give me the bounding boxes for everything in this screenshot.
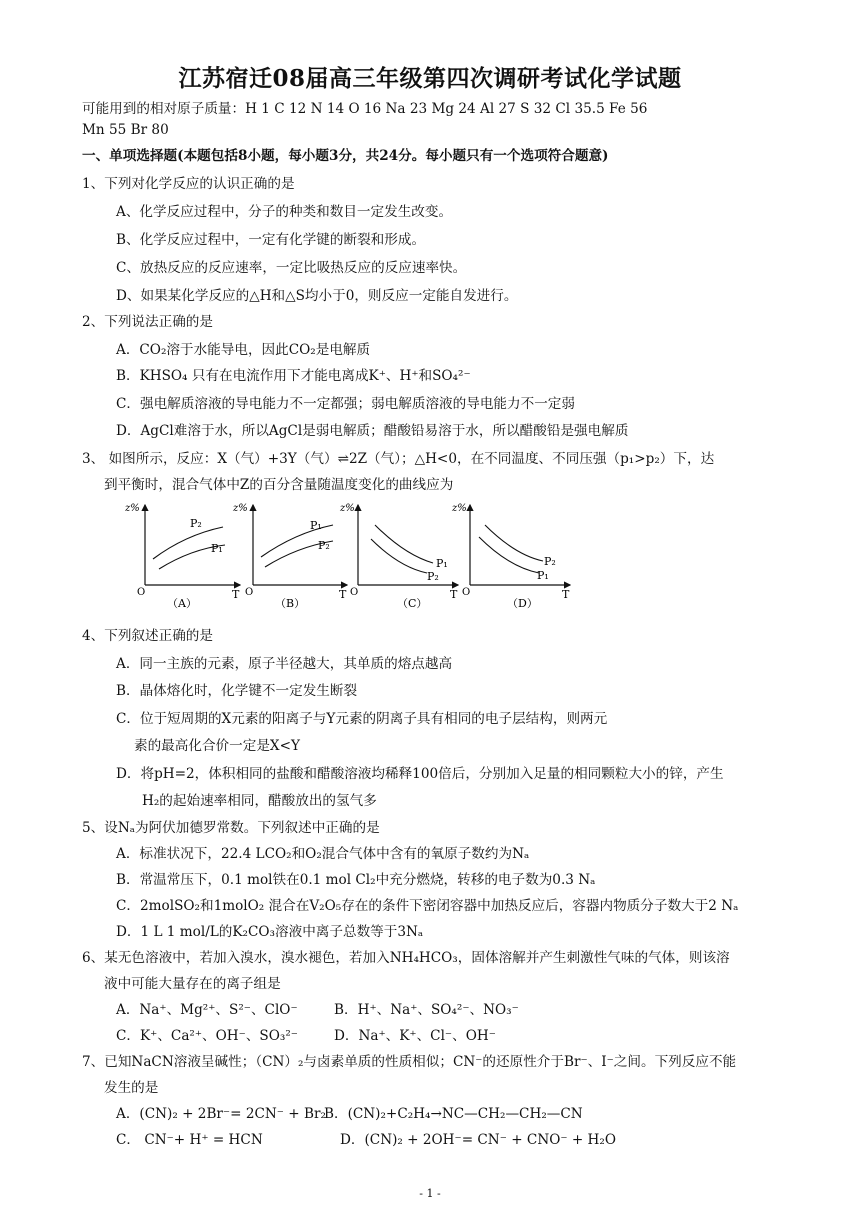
graph-b-upper-label: P₁ [310, 519, 322, 532]
question-1-option-b: B、化学反应过程中，一定有化学键的断裂和形成。 [116, 232, 426, 248]
graph-d-curve-lower [479, 537, 539, 573]
question-5-option-d: D．1 L 1 mol/L的K₂CO₃溶液中离子总数等于3Nₐ [116, 924, 424, 940]
graph-d-xlabel: T [562, 588, 570, 601]
question-2-option-a: A．CO₂溶于水能导电，因此CO₂是电解质 [116, 342, 371, 358]
question-7-option-c: C． CN⁻+ H⁺ = HCN [116, 1132, 263, 1148]
question-7-option-d: D．(CN)₂ + 2OH⁻= CN⁻ + CNO⁻ + H₂O [340, 1132, 617, 1148]
graph-c-upper-label: P₁ [436, 557, 448, 570]
question-4-option-c-line-2: 素的最高化合价一定是X<Y [134, 738, 300, 754]
question-5-option-c: C．2molSO₂和1molO₂ 混合在V₂O₅存在的条件下密闭容器中加热反应后，容器内物质分子数大于2 Nₐ [116, 898, 739, 914]
question-7-option-a: A．(CN)₂ + 2Br⁻= 2CN⁻ + Br₂ [116, 1106, 326, 1122]
graph-b [232, 503, 347, 610]
question-5-stem: 5、设Nₐ为阿伏加德罗常数。下列叙述中正确的是 [82, 820, 380, 836]
question-3-stem-line-2: 到平衡时，混合气体中Z的百分含量随温度变化的曲线应为 [104, 477, 454, 493]
graph-b-xlabel: T [339, 588, 347, 601]
graph-c-origin: O [350, 587, 359, 598]
question-4-option-c-line-1: C．位于短周期的X元素的阳离子与Y元素的阴离子具有相同的电子层结构，则两元 [116, 711, 608, 727]
question-2-option-d: D．AgCl难溶于水，所以AgCl是弱电解质；醋酸铅易溶于水，所以醋酸铅是强电解质 [116, 423, 629, 439]
graph-c [339, 503, 458, 610]
question-7-option-b: B．(CN)₂+C₂H₄→NC—CH₂—CH₂—CN [324, 1106, 583, 1122]
graph-d-curve-upper [485, 525, 543, 561]
page-number: - 1 - [419, 1187, 441, 1200]
graph-b-label: （B） [275, 597, 306, 610]
question-1-option-d: D、如果某化学反应的△H和△S均小于0，则反应一定能自发进行。 [116, 288, 518, 304]
graph-d-origin: O [462, 587, 471, 598]
question-2-option-c: C．强电解质溶液的导电能力不一定都强；弱电解质溶液的导电能力不一定弱 [116, 396, 575, 412]
question-6-option-b: B．H⁺、Na⁺、SO₄²⁻、NO₃⁻ [334, 1002, 519, 1018]
question-4-option-d-line-2: H₂的起始速率相同，醋酸放出的氢气多 [142, 793, 377, 809]
graph-c-ylabel: z% [340, 503, 355, 514]
graph-a-origin: O [137, 587, 146, 598]
question-6-stem-line-1: 6、某无色溶液中，若加入溴水，溴水褪色，若加入NH₄HCO₃，固体溶解并产生刺激性气味的气体，则该溶 [82, 950, 730, 966]
graph-c-curve-lower [371, 539, 427, 573]
question-7-stem-line-1: 7、已知NaCN溶液呈碱性；（CN）₂与卤素单质的性质相似；CN⁻的还原性介于Br⁻、I⁻之间。下列反应不能 [82, 1054, 737, 1070]
graph-d-ylabel: z% [452, 503, 467, 514]
question-1-stem: 1、下列对化学反应的认识正确的是 [82, 176, 295, 192]
question-2-option-b: B．KHSO₄ 只有在电流作用下才能电离成K⁺、H⁺和SO₄²⁻ [116, 368, 471, 384]
graph-a-ylabel: z% [125, 503, 140, 514]
question-7-stem-line-2: 发生的是 [104, 1080, 159, 1096]
question-1-option-a: A、化学反应过程中，分子的种类和数目一定发生改变。 [116, 204, 453, 220]
question-5-option-b: B．常温常压下，0.1 mol铁在0.1 mol Cl₂中充分燃烧，转移的电子数为0.3 Nₐ [116, 872, 596, 888]
graph-a-xlabel: T [232, 588, 240, 601]
question-4-option-b: B．晶体熔化时，化学键不一定发生断裂 [116, 683, 358, 699]
graph-a-lower-label: P₁ [211, 542, 223, 555]
atomic-masses-line-1: 可能用到的相对原子质量：H 1 C 12 N 14 O 16 Na 23 Mg 24 Al 27 S 32 Cl 35.5 Fe 56 [82, 101, 648, 117]
graph-d [451, 503, 570, 610]
question-1-option-c: C、放热反应的反应速率，一定比吸热反应的反应速率快。 [116, 260, 467, 276]
question-3-stem-line-1: 3、 如图所示，反应：X（气）+3Y（气）⇌2Z（气）；△H<0，在不同温度、不同压强（p₁>p₂）下，达 [82, 451, 715, 467]
section-heading: 一、单项选择题(本题包括8小题，每小题3分，共24分。每小题只有一个选项符合题意) [82, 148, 609, 164]
page-title: 江苏宿迁08届高三年级第四次调研考试化学试题 [178, 65, 682, 92]
question-6-option-c: C．K⁺、Ca²⁺、OH⁻、SO₃²⁻ [116, 1028, 298, 1044]
graph-b-lower-label: P₂ [318, 539, 330, 552]
graph-a-upper-label: P₂ [190, 517, 202, 530]
graph-c-lower-label: P₂ [427, 570, 439, 583]
graph-d-label: （D） [507, 597, 538, 610]
question-4-stem: 4、下列叙述正确的是 [82, 628, 213, 644]
question-6-option-a: A．Na⁺、Mg²⁺、S²⁻、ClO⁻ [116, 1002, 298, 1018]
question-6-stem-line-2: 液中可能大量存在的离子组是 [104, 976, 281, 992]
question-2-stem: 2、下列说法正确的是 [82, 314, 213, 330]
graph-b-origin: O [245, 587, 254, 598]
question-3-figure [125, 497, 585, 613]
graph-d-lower-label: P₁ [537, 569, 549, 582]
graph-a-label: （A） [167, 597, 197, 610]
graph-b-ylabel: z% [233, 503, 248, 514]
graph-a [125, 503, 240, 610]
question-6-option-d: D．Na⁺、K⁺、Cl⁻、OH⁻ [334, 1028, 496, 1044]
graph-c-label: （C） [397, 597, 428, 610]
question-4-option-a: A．同一主族的元素，原子半径越大，其单质的熔点越高 [116, 656, 453, 672]
graph-c-xlabel: T [450, 588, 458, 601]
atomic-masses-line-2: Mn 55 Br 80 [82, 122, 169, 138]
graph-d-upper-label: P₂ [544, 555, 556, 568]
question-4-option-d-line-1: D．将pH=2，体积相同的盐酸和醋酸溶液均稀释100倍后，分别加入足量的相同颗粒大小的锌，产生 [116, 766, 724, 782]
question-5-option-a: A．标准状况下，22.4 LCO₂和O₂混合气体中含有的氧原子数约为Nₐ [116, 846, 530, 862]
graph-c-curve-upper [375, 525, 433, 563]
